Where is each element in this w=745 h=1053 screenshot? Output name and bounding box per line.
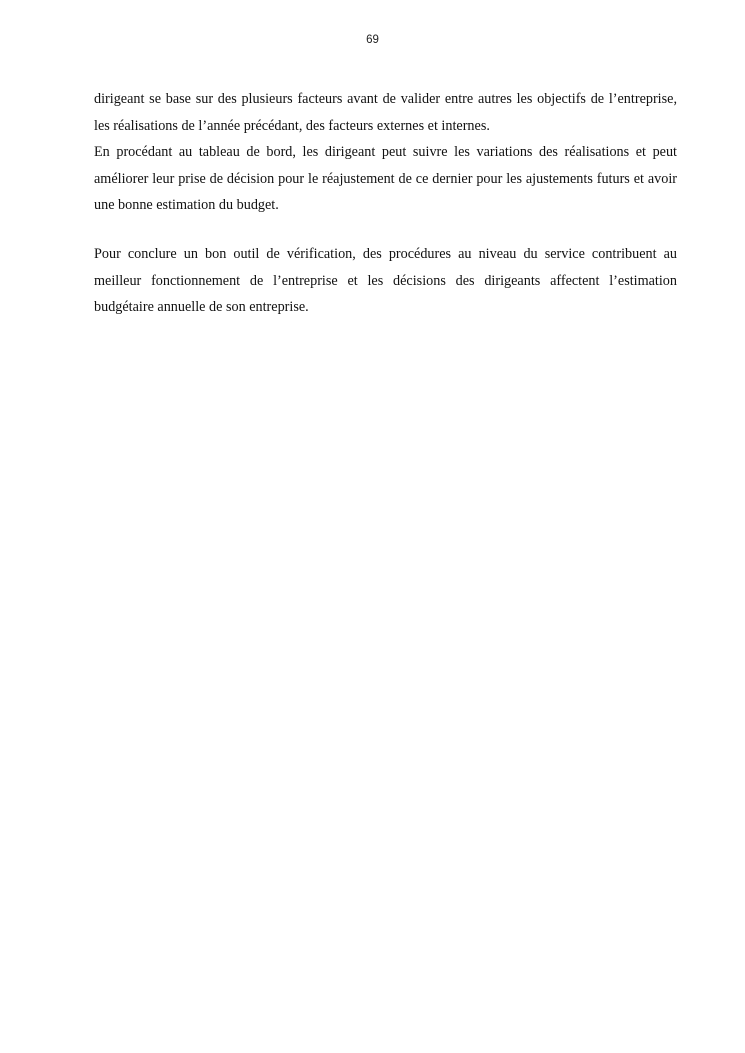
paragraph-continuation: dirigeant se base sur des plusieurs facteurs avant de valider entre autres les objectifs de l’entreprise, les réalisations de l’année précédant, des facteurs externes et internes. — [94, 91, 677, 134]
text-block-conclusion — [94, 241, 677, 321]
page-number: 69 — [366, 34, 379, 46]
paragraph-conclusion: Pour conclure un bon outil de vérification, des procédures au niveau du service contribuent au meilleur fonctionnement de l’entreprise et les décisions des dirigeants affectent l’estimation budgétaire annuelle de son entreprise. — [94, 246, 677, 315]
paragraph-dashboard: En procédant au tableau de bord, les dirigeant peut suivre les variations des réalisations et peut améliorer leur prise de décision pour le réajustement de ce dernier pour les ajustements futurs et avoir une bonne estimation du budget. — [94, 144, 677, 213]
text-block-continuation — [94, 86, 677, 219]
